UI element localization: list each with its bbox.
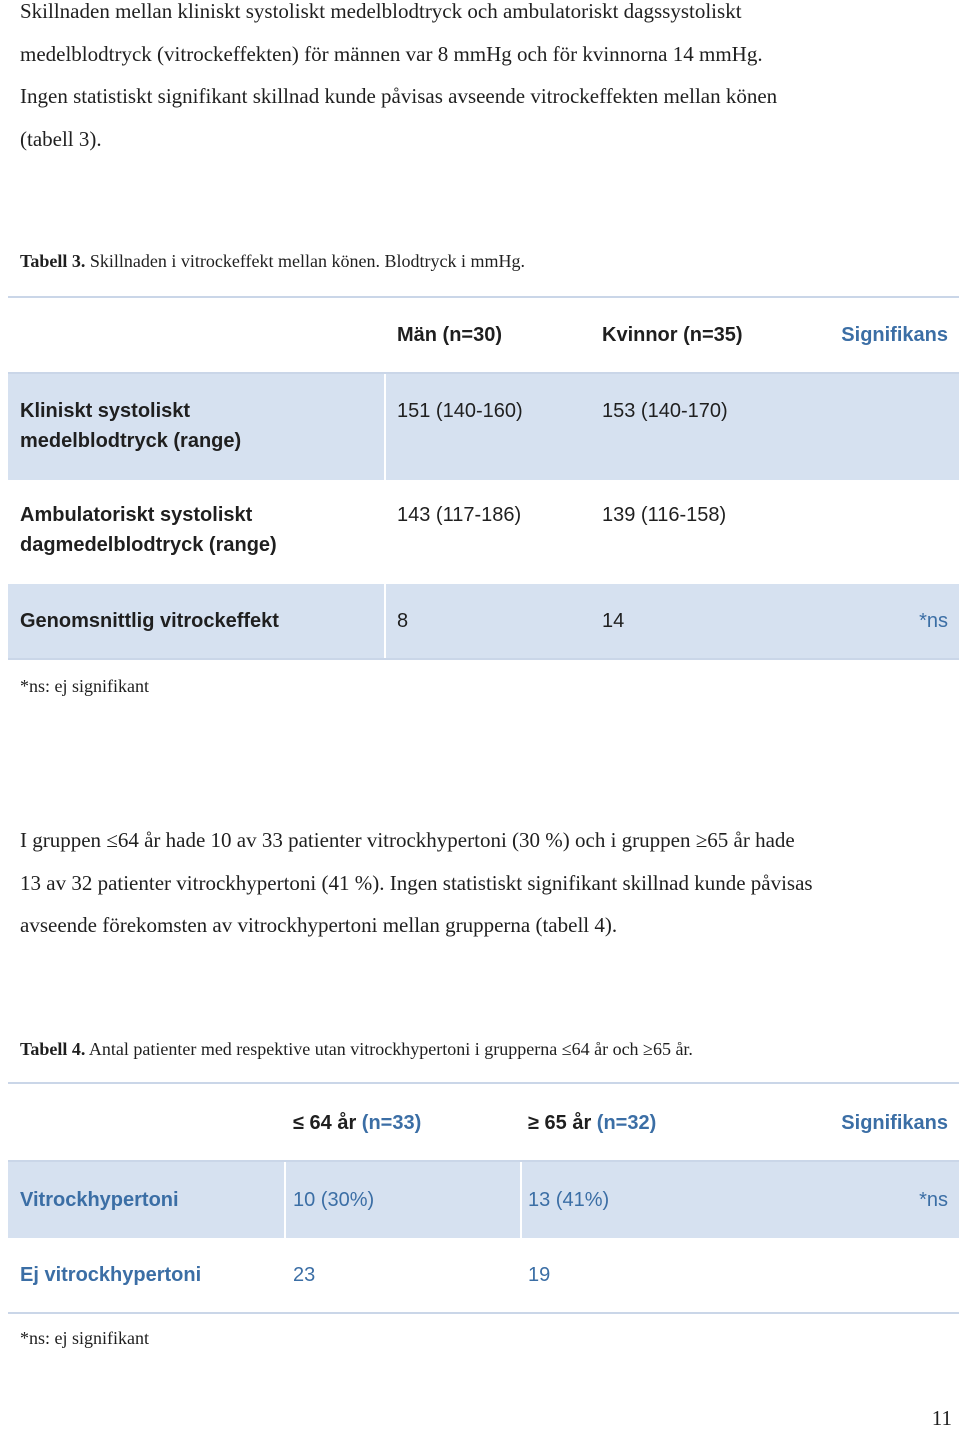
table4-header-row	[8, 1082, 959, 1162]
table-row	[8, 1238, 959, 1314]
column-divider	[284, 1162, 286, 1238]
middle-line-3: avseende förekomsten av vitrockhypertoni mellan grupperna (tabell 4).	[20, 913, 618, 937]
significance-value: *ns	[919, 610, 948, 632]
middle-line-2: 13 av 32 patienter vitrockhypertoni (41 %). Ingen statistiskt signifikant skillnad kunde påvisas	[20, 870, 813, 895]
row-label	[20, 396, 241, 456]
table4-caption	[20, 1039, 693, 1060]
column-divider	[384, 584, 386, 658]
table-row	[8, 584, 959, 660]
table3-header-men: Män (n=30)	[397, 324, 503, 346]
intro-line-1: Skillnaden mellan kliniskt systoliskt medelblodtryck och ambulatoriskt dagssystoliskt	[20, 0, 742, 23]
table-row	[8, 372, 959, 480]
table-row	[8, 1160, 959, 1238]
table4-header-old	[528, 1108, 656, 1138]
middle-paragraph	[20, 819, 950, 947]
row-label	[20, 500, 277, 560]
table3-caption-text: Skillnaden i vitrockeffekt mellan könen. Blodtryck i mmHg.	[85, 251, 525, 271]
old-value: 13 (41%)	[528, 1189, 610, 1211]
table3-header-row	[8, 296, 959, 374]
table3-footnote: *ns: ej signifikant	[20, 676, 149, 696]
women-value: 14	[602, 610, 625, 632]
row-label: Ej vitrockhypertoni	[20, 1264, 202, 1286]
header-old-n: (n=32)	[591, 1112, 657, 1134]
men-value: 151 (140-160)	[397, 400, 523, 422]
row-label-line-2: medelblodtryck (range)	[20, 430, 242, 452]
table4-caption-label: Tabell 4.	[20, 1039, 86, 1059]
column-divider	[520, 1162, 522, 1238]
header-young-n: (n=33)	[356, 1112, 422, 1134]
table3	[8, 296, 959, 662]
women-value: 139 (116-158)	[602, 504, 727, 526]
table3-caption	[20, 251, 525, 272]
table-row	[8, 480, 959, 584]
intro-paragraph	[20, 0, 950, 160]
young-value: 10 (30%)	[293, 1189, 375, 1211]
table3-header-significance: Signifikans	[841, 324, 948, 346]
table3-caption-label: Tabell 3.	[20, 251, 86, 271]
row-label-line-2: dagmedelblodtryck (range)	[20, 534, 277, 556]
intro-line-4: (tabell 3).	[20, 126, 102, 151]
header-old-label: ≥ 65 år	[528, 1112, 592, 1134]
table4-header-young	[293, 1108, 421, 1138]
middle-line-1: I gruppen ≤64 år hade 10 av 33 patienter vitrockhypertoni (30 %) och i gruppen ≥65 år hade	[20, 828, 795, 852]
significance-value: *ns	[919, 1189, 948, 1211]
column-divider	[384, 374, 386, 480]
intro-line-2: medelblodtryck (vitrockeffekten) för männen var 8 mmHg och för kvinnorna 14 mmHg.	[20, 41, 763, 66]
men-value: 8	[397, 610, 409, 632]
intro-line-3: Ingen statistiskt signifikant skillnad kunde påvisas avseende vitrockeffekten mellan könen	[20, 84, 778, 108]
table4-caption-text: Antal patienter med respektive utan vitrockhypertoni i grupperna ≤64 år och ≥65 år.	[85, 1039, 693, 1059]
header-young-label: ≤ 64 år	[293, 1112, 357, 1134]
page-number: 11	[931, 1406, 952, 1430]
row-label-line-1: Kliniskt systoliskt	[20, 400, 191, 422]
young-value: 23	[293, 1264, 316, 1286]
row-label: Vitrockhypertoni	[20, 1189, 179, 1211]
table3-header-women: Kvinnor (n=35)	[602, 324, 743, 346]
row-label: Genomsnittlig vitrockeffekt	[20, 610, 279, 632]
women-value: 153 (140-170)	[602, 400, 728, 422]
row-label-line-1: Ambulatoriskt systoliskt	[20, 504, 253, 526]
table4-footnote: *ns: ej signifikant	[20, 1328, 149, 1348]
old-value: 19	[528, 1264, 551, 1286]
table4	[8, 1082, 959, 1316]
men-value: 143 (117-186)	[397, 504, 522, 526]
table4-header-significance: Signifikans	[841, 1112, 948, 1134]
